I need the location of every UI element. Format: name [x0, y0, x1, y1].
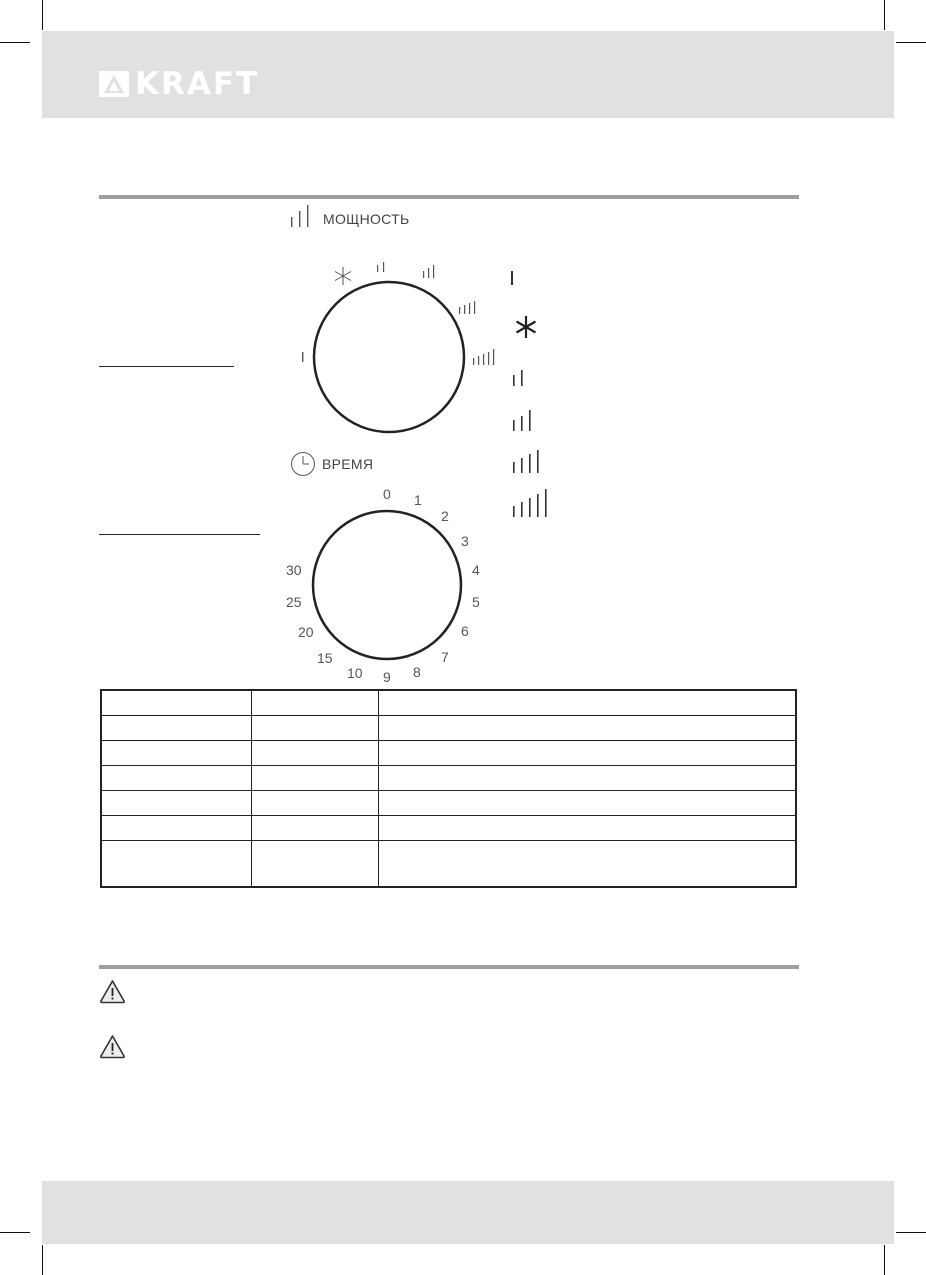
- table-cell: [251, 816, 378, 841]
- table-cell: [101, 791, 251, 816]
- power-level-3-icon: [513, 410, 531, 431]
- power-dial-knob[interactable]: [314, 282, 464, 432]
- table-row: [101, 791, 796, 816]
- table-row: [101, 690, 796, 716]
- dial-label-25: 25: [286, 594, 302, 610]
- table-cell: [251, 716, 378, 741]
- power-level-5-mark: [473, 349, 494, 365]
- power-heading-label: МОЩНОСТЬ: [323, 211, 410, 227]
- table-cell: [101, 816, 251, 841]
- dial-label-20: 20: [298, 624, 314, 640]
- dial-label-15: 15: [317, 650, 333, 666]
- clock-icon: [290, 451, 316, 477]
- dial-label-1: 1: [414, 492, 422, 508]
- label-underline: [99, 366, 234, 367]
- crop-mark: [884, 0, 885, 30]
- power-legend: [505, 265, 565, 520]
- dial-label-6: 6: [461, 623, 469, 639]
- kraft-logo-icon: [99, 71, 129, 97]
- time-heading: [290, 451, 373, 477]
- dial-label-0: 0: [383, 486, 391, 502]
- table-cell: [251, 791, 378, 816]
- crop-mark: [0, 1232, 30, 1233]
- table-cell: [378, 791, 796, 816]
- section-rule: [99, 965, 799, 969]
- dial-label-9: 9: [383, 669, 391, 685]
- power-level-2-icon: [513, 370, 523, 386]
- crop-mark: [0, 42, 30, 43]
- table-cell: [101, 766, 251, 791]
- power-heading: [289, 205, 409, 227]
- dial-label-10: 10: [347, 665, 363, 681]
- footer-band: [42, 1181, 894, 1244]
- table-cell: [378, 716, 796, 741]
- table-cell: [101, 741, 251, 766]
- defrost-icon: [517, 316, 536, 338]
- crop-mark: [884, 1245, 885, 1275]
- power-level-3-mark: [423, 265, 434, 278]
- table-cell: [378, 766, 796, 791]
- table-row: [101, 716, 796, 741]
- power-level-1-mark: [302, 352, 303, 362]
- table-row: [101, 766, 796, 791]
- table-cell: [251, 690, 378, 716]
- power-level-2-mark: [377, 262, 384, 272]
- section-rule: [99, 195, 799, 199]
- crop-mark: [896, 42, 926, 43]
- table-cell: [378, 690, 796, 716]
- power-dial[interactable]: [290, 255, 510, 445]
- brand-logo: [99, 66, 260, 102]
- crop-mark: [896, 1232, 926, 1233]
- dial-label-3: 3: [461, 533, 469, 549]
- table-cell: [378, 741, 796, 766]
- dial-label-30: 30: [286, 562, 302, 578]
- dial-label-2: 2: [441, 508, 449, 524]
- power-level-4-mark: [459, 301, 475, 314]
- power-level-1-icon: [511, 271, 513, 285]
- label-underline: [99, 534, 260, 535]
- dial-label-7: 7: [441, 649, 449, 665]
- defrost-icon: [335, 267, 351, 285]
- table-row: [101, 816, 796, 841]
- dial-label-5: 5: [472, 594, 480, 610]
- warning-icon: [99, 1034, 126, 1059]
- table-cell: [251, 766, 378, 791]
- cooking-table: [100, 689, 797, 888]
- dial-label-4: 4: [472, 562, 480, 578]
- table-cell: [101, 690, 251, 716]
- power-bars-icon: [289, 205, 317, 227]
- time-dial-knob[interactable]: [313, 511, 461, 659]
- warning-icon: [99, 979, 126, 1004]
- table-cell: [378, 841, 796, 888]
- time-dial[interactable]: [270, 480, 500, 685]
- power-level-5-icon: [513, 489, 547, 517]
- table-row: [101, 841, 796, 888]
- brand-name: KRAFT: [135, 66, 260, 102]
- table-cell: [101, 716, 251, 741]
- table-row: [101, 741, 796, 766]
- dial-label-8: 8: [413, 664, 421, 680]
- power-level-4-icon: [513, 450, 539, 473]
- time-heading-label: ВРЕМЯ: [322, 456, 374, 472]
- crop-mark: [42, 1245, 43, 1275]
- table-cell: [251, 741, 378, 766]
- table-cell: [251, 841, 378, 888]
- table-cell: [378, 816, 796, 841]
- crop-mark: [42, 0, 43, 30]
- table-cell: [101, 841, 251, 888]
